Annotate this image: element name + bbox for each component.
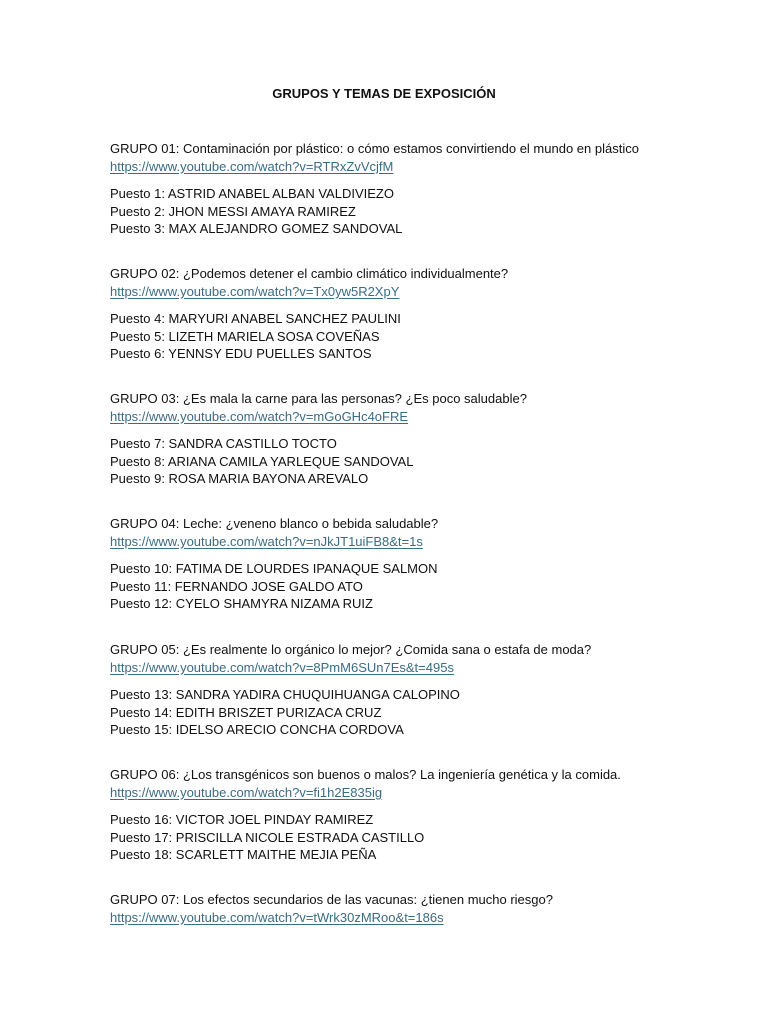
position-item: Puesto 9: ROSA MARIA BAYONA AREVALO	[110, 471, 369, 487]
group-topic: GRUPO 07: Los efectos secundarios de las vacunas: ¿tienen mucho riesgo?	[110, 892, 553, 907]
video-link[interactable]: https://www.youtube.com/watch?v=8PmM6SUn7Es&t=495s	[110, 659, 454, 675]
group-heading	[110, 390, 650, 425]
group-heading	[110, 766, 650, 801]
position-list	[110, 811, 650, 864]
position-item: Puesto 7: SANDRA CASTILLO TOCTO	[110, 436, 337, 452]
position-list	[110, 560, 650, 613]
position-item: Puesto 17: PRISCILLA NICOLE ESTRADA CASTILLO	[110, 829, 425, 845]
group-04	[110, 515, 650, 613]
position-item: Puesto 5: LIZETH MARIELA SOSA COVEÑAS	[110, 328, 380, 344]
position-list	[110, 185, 650, 238]
group-topic: GRUPO 06: ¿Los transgénicos son buenos o malos? La ingeniería genética y la comida.	[110, 767, 621, 782]
group-heading	[110, 891, 650, 926]
video-link[interactable]: https://www.youtube.com/watch?v=RTRxZvVcjfM	[110, 158, 394, 174]
group-01	[110, 140, 650, 238]
position-item: Puesto 8: ARIANA CAMILA YARLEQUE SANDOVAL	[110, 453, 414, 469]
video-link[interactable]: https://www.youtube.com/watch?v=fi1h2E835ig	[110, 784, 383, 800]
position-item: Puesto 2: JHON MESSI AMAYA RAMIREZ	[110, 203, 356, 219]
position-item: Puesto 10: FATIMA DE LOURDES IPANAQUE SALMON	[110, 561, 438, 577]
group-07	[110, 891, 650, 926]
position-item: Puesto 16: VICTOR JOEL PINDAY RAMIREZ	[110, 812, 374, 828]
group-topic: GRUPO 04: Leche: ¿veneno blanco o bebida saludable?	[110, 516, 439, 531]
document-title: GRUPOS Y TEMAS DE EXPOSICIÓN	[272, 86, 496, 101]
group-05	[110, 641, 650, 739]
group-topic: GRUPO 05: ¿Es realmente lo orgánico lo mejor? ¿Comida sana o estafa de moda?	[110, 642, 592, 657]
position-item: Puesto 12: CYELO SHAMYRA NIZAMA RUIZ	[110, 596, 373, 612]
position-list	[110, 435, 650, 488]
position-item: Puesto 4: MARYURI ANABEL SANCHEZ PAULINI	[110, 311, 401, 327]
position-list	[110, 686, 650, 739]
video-link[interactable]: https://www.youtube.com/watch?v=nJkJT1uiFB8&t=1s	[110, 533, 423, 549]
group-topic: GRUPO 03: ¿Es mala la carne para las personas? ¿Es poco saludable?	[110, 391, 527, 406]
group-heading	[110, 140, 650, 175]
group-heading	[110, 515, 650, 550]
group-03	[110, 390, 650, 488]
video-link[interactable]: https://www.youtube.com/watch?v=Tx0yw5R2XpY	[110, 283, 400, 299]
position-item: Puesto 1: ASTRID ANABEL ALBAN VALDIVIEZO	[110, 186, 394, 202]
group-06	[110, 766, 650, 864]
group-heading	[110, 641, 650, 676]
position-item: Puesto 18: SCARLETT MAITHE MEJIA PEÑA	[110, 847, 377, 863]
video-link[interactable]: https://www.youtube.com/watch?v=mGoGHc4oFRE	[110, 408, 409, 424]
group-topic: GRUPO 01: Contaminación por plástico: o cómo estamos convirtiendo el mundo en plástico	[110, 141, 639, 156]
position-item: Puesto 13: SANDRA YADIRA CHUQUIHUANGA CALOPINO	[110, 687, 460, 703]
group-topic: GRUPO 02: ¿Podemos detener el cambio climático individualmente?	[110, 266, 509, 281]
position-item: Puesto 3: MAX ALEJANDRO GOMEZ SANDOVAL	[110, 221, 403, 237]
group-heading	[110, 265, 650, 300]
position-item: Puesto 15: IDELSO ARECIO CONCHA CORDOVA	[110, 722, 404, 738]
position-item: Puesto 14: EDITH BRISZET PURIZACA CRUZ	[110, 704, 382, 720]
position-item: Puesto 11: FERNANDO JOSE GALDO ATO	[110, 578, 363, 594]
video-link[interactable]: https://www.youtube.com/watch?v=tWrk30zMRoo&t=186s	[110, 909, 444, 925]
group-02	[110, 265, 650, 363]
position-item: Puesto 6: YENNSY EDU PUELLES SANTOS	[110, 346, 372, 362]
position-list	[110, 310, 650, 363]
